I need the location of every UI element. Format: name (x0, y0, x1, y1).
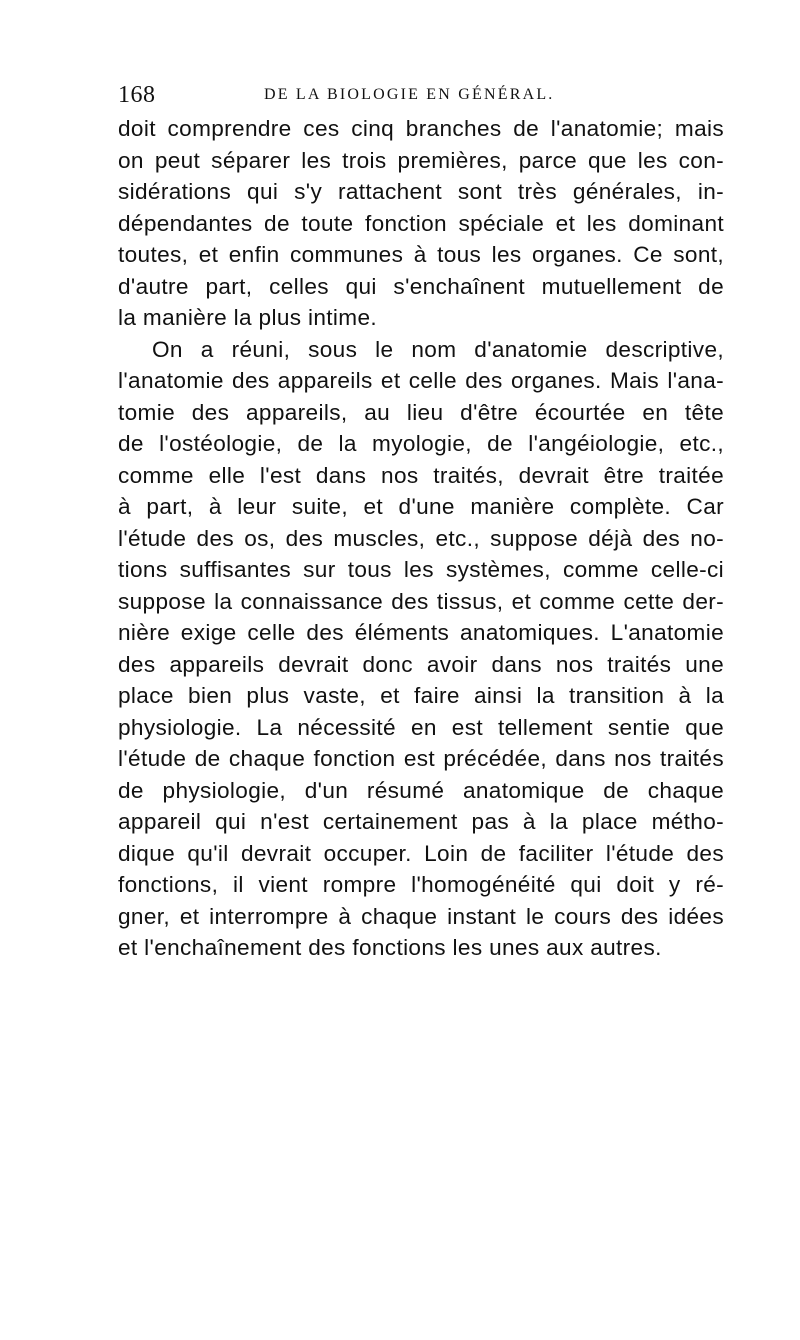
text-line: physiologie. La nécessité en est tellement sentie que (118, 714, 724, 740)
text-line: doit comprendre ces cinq branches de l'anatomie; mais (118, 116, 724, 141)
text-line: fonctions, il vient rompre l'homogénéité qui doit y ré- (118, 872, 724, 897)
body-text (118, 113, 724, 964)
text-line: de l'ostéologie, de la myologie, de l'angéiologie, etc., (118, 431, 724, 456)
text-line: comme elle l'est dans nos traités, devrait être traitée (118, 462, 724, 488)
text-line: des appareils devrait donc avoir dans nos traités une (118, 651, 724, 677)
text-line: d'autre part, celles qui s'enchaînent mutuellement de (118, 273, 724, 299)
text-line: la manière la plus intime. (118, 305, 377, 330)
text-line: toutes, et enfin communes à tous les organes. Ce sont, (118, 242, 724, 267)
page-number: 168 (118, 82, 156, 108)
text-line: l'anatomie des appareils et celle des organes. Mais l'ana- (118, 368, 724, 393)
text-line: dépendantes de toute fonction spéciale et les dominant (118, 210, 724, 236)
running-title: DE LA BIOLOGIE EN GÉNÉRAL. (264, 86, 555, 103)
text-line: et l'enchaînement des fonctions les unes aux autres. (118, 935, 662, 960)
running-head (118, 82, 718, 110)
text-line: on peut séparer les trois premières, parce que les con- (118, 147, 724, 173)
text-line: l'étude des os, des muscles, etc., suppose déjà des no- (118, 525, 724, 551)
text-line: On a réuni, sous le nom d'anatomie descriptive, (152, 336, 724, 362)
text-line: gner, et interrompre à chaque instant le cours des idées (118, 903, 724, 929)
text-line: dique qu'il devrait occuper. Loin de faciliter l'étude des (118, 840, 724, 866)
text-line: tions suffisantes sur tous les systèmes, comme celle-ci (118, 557, 724, 582)
text-line: de physiologie, d'un résumé anatomique de chaque (118, 777, 724, 803)
text-line: appareil qui n'est certainement pas à la place métho- (118, 809, 724, 834)
text-line: sidérations qui s'y rattachent sont très générales, in- (118, 179, 724, 204)
text-line: l'étude de chaque fonction est précédée, dans nos traités (118, 746, 724, 771)
text-line: suppose la connaissance des tissus, et comme cette der- (118, 588, 724, 614)
text-line: tomie des appareils, au lieu d'être écourtée en tête (118, 399, 724, 425)
text-line: nière exige celle des éléments anatomiques. L'anatomie (118, 620, 724, 645)
text-line: à part, à leur suite, et d'une manière complète. Car (118, 494, 724, 519)
text-line: place bien plus vaste, et faire ainsi la transition à la (118, 683, 724, 708)
